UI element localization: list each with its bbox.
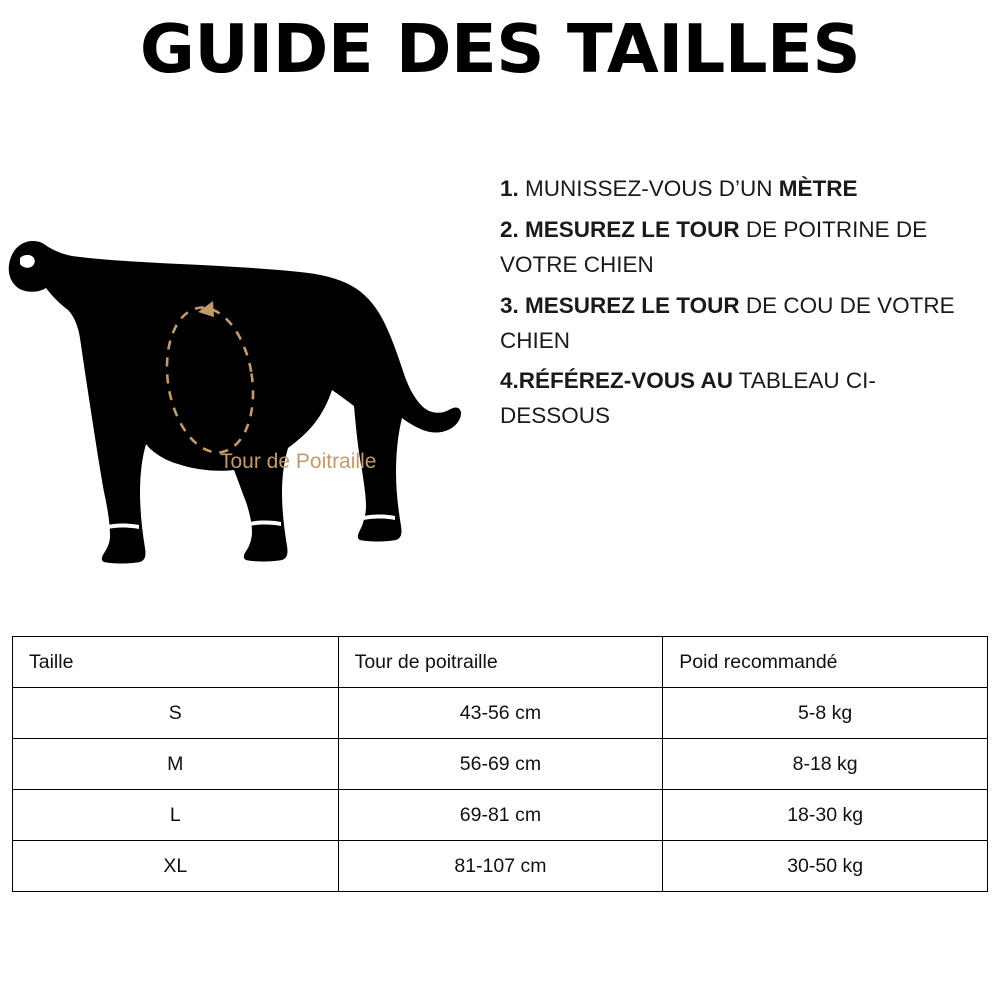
instruction-2-plain: DE POITRINE DE VOTRE CHIEN (500, 216, 928, 277)
instruction-item-4 (500, 364, 980, 434)
dog-silhouette-icon (0, 180, 480, 600)
instruction-1-lead: MUNISSEZ-VOUS D’UN (518, 176, 779, 201)
cell-weight: 8-18 kg (663, 739, 988, 790)
instruction-item-1 (500, 172, 980, 207)
cell-weight: 5-8 kg (663, 688, 988, 739)
instruction-item-2 (500, 213, 980, 283)
instruction-1-number: 1. (500, 176, 519, 201)
table-row (13, 688, 988, 739)
instruction-3-plain: DE COU DE VOTRE CHIEN (500, 292, 955, 353)
table-row (13, 739, 988, 790)
table-row (13, 790, 988, 841)
instruction-item-3 (500, 289, 980, 359)
instruction-1-tail: MÈTRE (778, 176, 858, 201)
cell-chest: 69-81 cm (338, 790, 663, 841)
cell-chest: 56-69 cm (338, 739, 663, 790)
instructions-list (500, 172, 980, 440)
cell-size: S (13, 688, 339, 739)
cell-weight: 18-30 kg (663, 790, 988, 841)
chest-measure-label: Tour de Poitraille (220, 450, 377, 473)
instruction-2-lead: MESUREZ LE TOUR (518, 216, 740, 242)
cell-chest: 43-56 cm (338, 688, 663, 739)
table-row (13, 841, 988, 892)
cell-weight: 30-50 kg (663, 841, 988, 892)
table-header-poitraille: Tour de poitraille (338, 637, 663, 688)
instruction-3-number: 3. (500, 292, 519, 318)
instruction-2-number: 2. (500, 216, 519, 242)
dog-illustration (0, 180, 480, 600)
cell-size: L (13, 790, 339, 841)
table-header-poids: Poid recommandé (663, 637, 988, 688)
cell-size: XL (13, 841, 339, 892)
instruction-4-plain: TABLEAU CI-DESSOUS (500, 368, 876, 429)
instruction-3-lead: MESUREZ LE TOUR (518, 292, 740, 318)
page-title: GUIDE DES TAILLES (139, 10, 861, 88)
table-header-row (13, 637, 988, 688)
instruction-4-number: 4. (500, 368, 519, 394)
table-header-taille: Taille (13, 637, 339, 688)
size-table (12, 636, 988, 892)
cell-chest: 81-107 cm (338, 841, 663, 892)
instruction-4-lead: RÉFÉREZ-VOUS AU (518, 368, 733, 394)
cell-size: M (13, 739, 339, 790)
